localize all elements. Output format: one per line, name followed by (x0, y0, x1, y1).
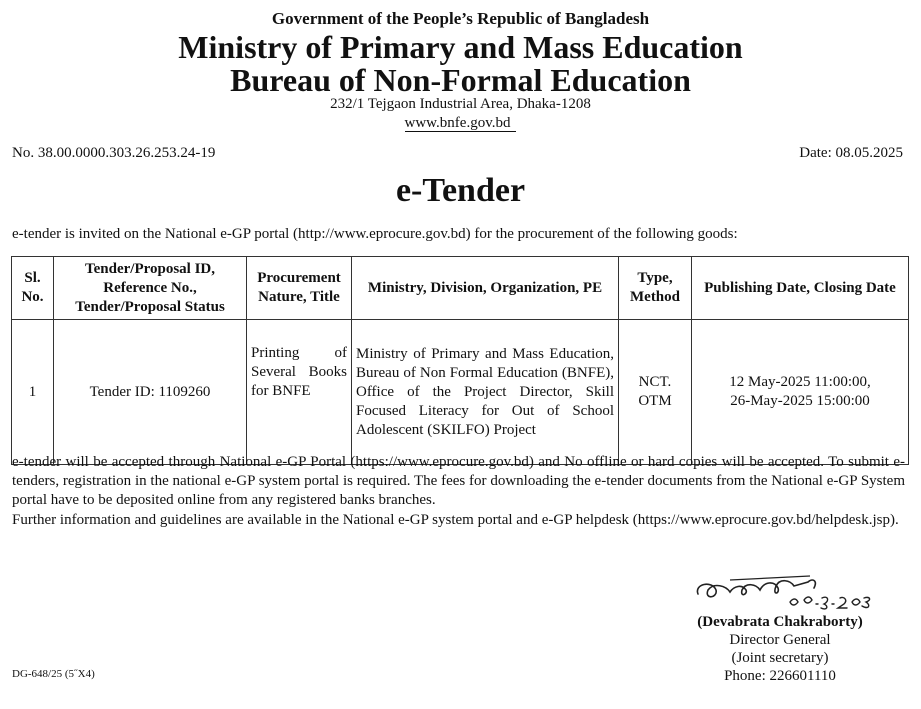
header-type: Type, Method (619, 257, 692, 320)
cell-sl: 1 (12, 320, 54, 465)
intro-text: e-tender is invited on the National e-GP portal (http://www.eprocure.gov.bd) for the procurement of the following goods: (12, 226, 738, 242)
header-ministry: Ministry, Division, Organization, PE (352, 257, 619, 320)
header-dates: Publishing Date, Closing Date (692, 257, 909, 320)
website (0, 115, 921, 132)
website-link[interactable]: www.bnfe.gov.bd (405, 115, 517, 132)
cell-ministry: Ministry of Primary and Mass Education, Bureau of Non Formal Education (BNFE), Office of the Project Director, Skill Focused Literacy for Out of School Adolescent (SKILFO) Project (352, 320, 619, 465)
header-sl: Sl. No. (12, 257, 54, 320)
closing-date: 26-May-2025 15:00:00 (730, 393, 870, 409)
signatory-rank: (Joint secretary) (731, 650, 829, 666)
table-row (12, 320, 909, 465)
reference-number: No. 38.00.0000.303.26.253.24-19 (12, 145, 216, 161)
cell-dates (692, 320, 909, 465)
type-method-line2: OTM (638, 393, 672, 409)
bureau-heading: Bureau of Non-Formal Education (230, 62, 691, 98)
info-paragraph: Further information and guidelines are available in the National e-GP system portal and e-GP helpdesk (https://www.eprocure.gov.bd/helpdesk.jsp). (12, 512, 899, 528)
notice-date: Date: 08.05.2025 (799, 145, 903, 161)
header-nature: Procurement Nature, Title (247, 257, 352, 320)
tender-table (11, 256, 909, 465)
publishing-date: 12 May-2025 11:00:00, (729, 374, 871, 390)
signatory-name: (Devabrata Chakraborty) (697, 614, 863, 630)
cell-tender-id: Tender ID: 1109260 (54, 320, 247, 465)
government-heading: Government of the People’s Republic of Bangladesh (271, 9, 650, 28)
header-id: Tender/Proposal ID, Reference No., Tender/Proposal Status (54, 257, 247, 320)
type-method-line1: NCT. (638, 374, 672, 390)
footer-code: DG-648/25 (5˝X4) (12, 668, 95, 680)
signatory-phone: Phone: 226601110 (724, 668, 836, 684)
ministry-heading: Ministry of Primary and Mass Education (178, 29, 743, 65)
cell-nature: Printing of Several Books for BNFE (247, 320, 352, 465)
notice-title: e-Tender (395, 172, 526, 209)
signatory-block (660, 613, 900, 685)
table-header-row (12, 257, 909, 320)
signatory-designation: Director General (729, 632, 831, 648)
address: 232/1 Tejgaon Industrial Area, Dhaka-1208 (330, 96, 591, 112)
cell-type (619, 320, 692, 465)
submission-paragraph: e-tender will be accepted through National e-GP Portal (https://www.eprocure.gov.bd) and No offline or hard copies will be accepted. To submit e-tenders, registration in the national e-GP system portal is required. The fees for downloading the e-tender documents from the National e-GP System portal have to be deposited online from any registered banks branches. (12, 454, 905, 508)
handwritten-signature (690, 572, 880, 618)
